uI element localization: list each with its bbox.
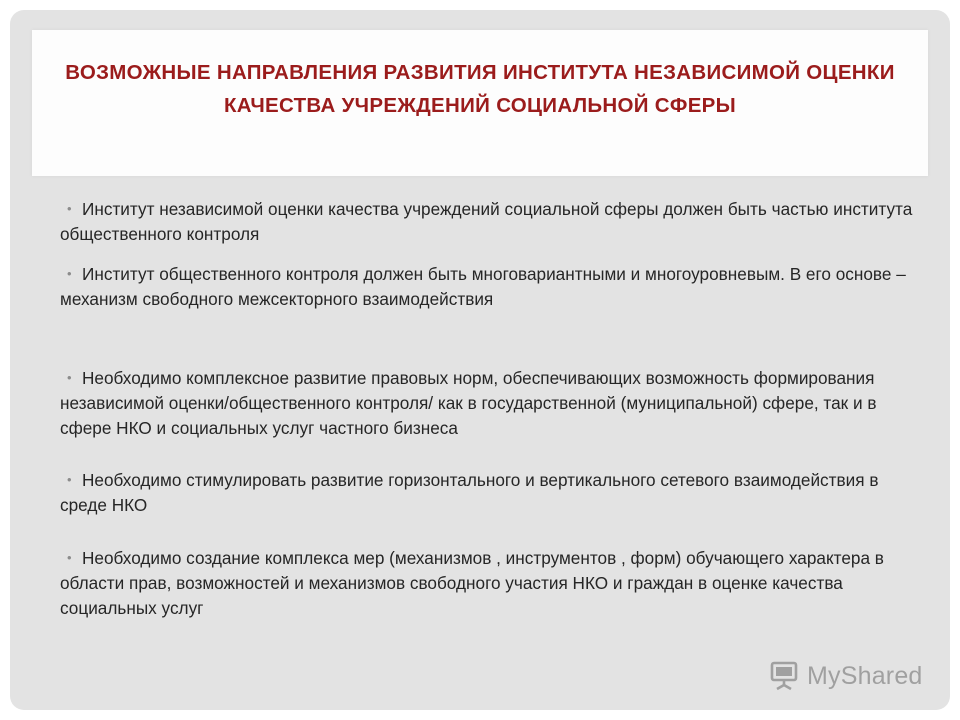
list-item [60,545,920,621]
watermark-text: MyShared [807,661,923,690]
bullet-icon: • [67,550,72,565]
list-item [60,365,920,441]
bullet-text: Институт общественного контроля должен быть многовариантными и многоуровневым. В его основе – механизм свободного межсекторного взаимодействия [60,264,906,309]
bullet-text: Необходимо комплексное развитие правовых норм, обеспечивающих возможность формирования независимой оценки/общественного контроля/ как в государственной (муниципальной) сфере, так и в сфере НКО и социальных услуг частного бизнеса [60,368,877,438]
bullet-icon: • [67,266,72,281]
bullet-text: Необходимо создание комплекса мер (механизмов , инструментов , форм) обучающего характера в области прав, возможностей и механизмов свободного участия НКО и граждан в оценке качества социальных услуг [60,548,884,618]
watermark [767,656,923,696]
list-item [60,196,920,247]
bullet-icon: • [67,370,72,385]
bullet-icon: • [67,472,72,487]
bullet-list [10,10,950,710]
bullet-text: Необходимо стимулировать развитие горизонтального и вертикального сетевого взаимодействия в среде НКО [60,470,879,515]
list-item [60,261,920,312]
slide [10,10,950,710]
presentation-board-icon [767,659,801,693]
list-item [60,467,920,518]
bullet-text: Институт независимой оценки качества учреждений социальной сферы должен быть частью института общественного контроля [60,199,913,244]
slide-title: ВОЗМОЖНЫЕ НАПРАВЛЕНИЯ РАЗВИТИЯ ИНСТИТУТА НЕЗАВИСИМОЙ ОЦЕНКИ КАЧЕСТВА УЧРЕЖДЕНИЙ СОЦИАЛЬНОЙ СФЕРЫ [65,61,895,117]
bullet-icon: • [67,201,72,216]
